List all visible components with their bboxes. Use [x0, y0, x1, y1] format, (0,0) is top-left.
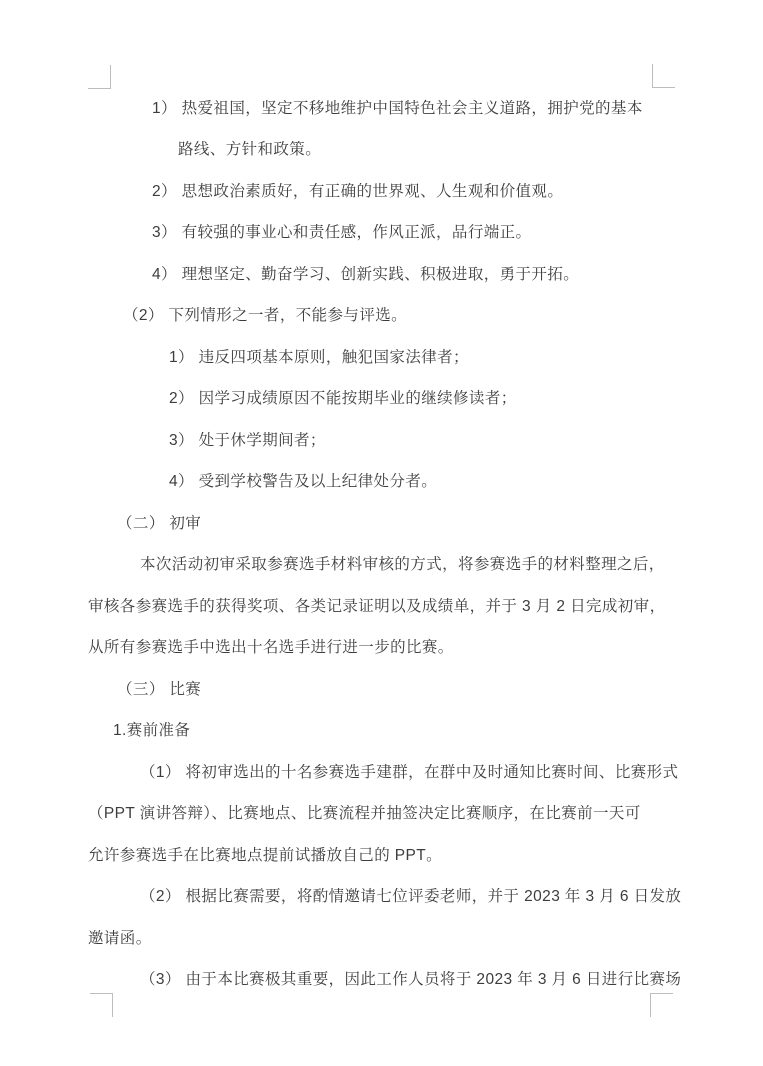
sub-heading: 1.赛前准备	[113, 722, 191, 739]
text-line: 从所有参赛选手中选出十名选手进行进一步的比赛。	[88, 639, 454, 656]
crop-mark-bottom-left	[90, 993, 113, 1017]
text-line: （2） 下列情形之一者，不能参与评选。	[123, 307, 408, 324]
text-line: （2） 根据比赛需要，将酌情邀请七位评委老师，并于 2023 年 3 月 6 日发放	[140, 888, 682, 905]
text-line: 审核各参赛选手的获得奖项、各类记录证明以及成绩单，并于 3 月 2 日完成初审，	[88, 598, 666, 615]
text-line: （1） 将初审选出的十名参赛选手建群，在群中及时通知比赛时间、比赛形式	[140, 764, 679, 781]
section-heading: （二） 初审	[117, 515, 202, 532]
text-line: 邀请函。	[88, 930, 152, 947]
text-line: 本次活动初审采取参赛选手材料审核的方式，将参赛选手的材料整理之后，	[140, 556, 665, 573]
text-line: 1） 违反四项基本原则，触犯国家法律者；	[169, 349, 469, 366]
text-line: 4） 理想坚定、勤奋学习、创新实践、积极进取，勇于开拓。	[152, 266, 580, 283]
text-line: 2） 因学习成绩原因不能按期毕业的继续修读者；	[169, 390, 517, 407]
crop-mark-top-right	[652, 64, 675, 88]
text-line: 2） 思想政治素质好，有正确的世界观、人生观和价值观。	[152, 183, 564, 200]
text-line: 1） 热爱祖国，坚定不移地维护中国特色社会主义道路，拥护党的基本	[152, 100, 643, 117]
section-heading: （三） 比赛	[117, 681, 202, 698]
text-line: （3） 由于本比赛极其重要，因此工作人员将于 2023 年 3 月 6 日进行比赛场	[140, 971, 682, 988]
text-line: 允许参赛选手在比赛地点提前试播放自己的 PPT。	[88, 847, 443, 864]
text-line: 4） 受到学校警告及以上纪律处分者。	[169, 473, 438, 490]
text-line: 3） 有较强的事业心和责任感，作风正派，品行端正。	[152, 224, 532, 241]
crop-mark-bottom-right	[650, 993, 673, 1017]
crop-mark-top-left	[88, 65, 111, 89]
text-line: 3） 处于休学期间者；	[169, 432, 326, 449]
text-line: 路线、方针和政策。	[178, 141, 322, 158]
text-line: （PPT 演讲答辩）、比赛地点、比赛流程并抽签决定比赛顺序，在比赛前一天可	[88, 805, 641, 822]
